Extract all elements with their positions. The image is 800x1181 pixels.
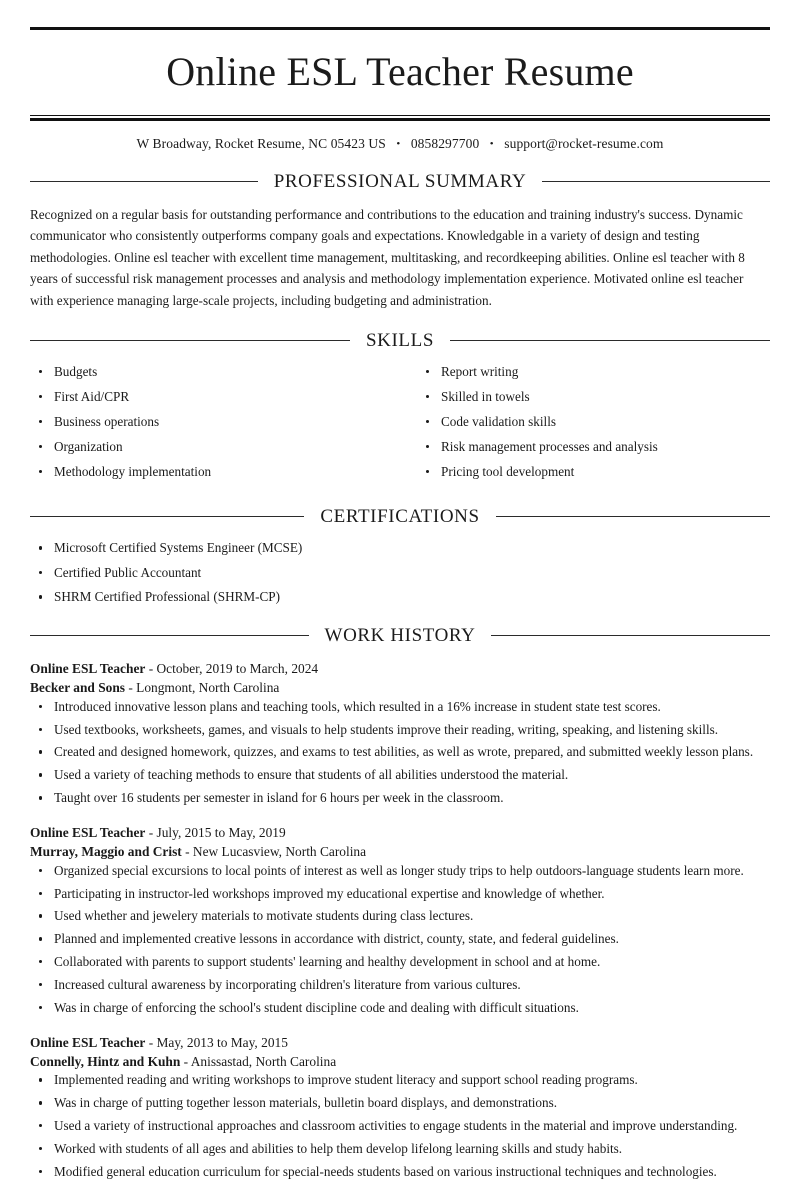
skill-item: Methodology implementation bbox=[30, 463, 400, 480]
job-company-line bbox=[30, 842, 770, 861]
header-top-rule bbox=[30, 27, 770, 30]
section-header-certifications bbox=[30, 507, 770, 526]
skill-item: Risk management processes and analysis bbox=[417, 438, 770, 455]
skills-list-left bbox=[30, 363, 400, 480]
job-bullet-list bbox=[30, 1071, 770, 1180]
job-company: Murray, Maggio and Crist bbox=[30, 844, 182, 860]
job-title-line bbox=[30, 1033, 770, 1052]
job-bullet: Was in charge of putting together lesson materials, bulletin board displays, and demonstrations. bbox=[30, 1094, 770, 1111]
section-title-certifications: CERTIFICATIONS bbox=[320, 506, 480, 528]
job-title: Online ESL Teacher bbox=[30, 1034, 146, 1050]
job-bullet: Planned and implemented creative lessons in accordance with district, county, state, and federal guidelines. bbox=[30, 930, 770, 947]
job-company: Connelly, Hintz and Kuhn bbox=[30, 1054, 181, 1069]
job-dates: October, 2019 to March, 2024 bbox=[156, 660, 319, 676]
skill-item: Skilled in towels bbox=[417, 388, 770, 405]
job-bullet: Collaborated with parents to support students' learning and healthy development in school and at home. bbox=[30, 953, 770, 970]
job-separator: - bbox=[125, 680, 137, 696]
certifications-block bbox=[30, 539, 770, 605]
job-company: Becker and Sons bbox=[30, 680, 125, 696]
job-company-line bbox=[30, 678, 770, 697]
job-bullet: Implemented reading and writing workshops to improve student literacy and support school reading programs. bbox=[30, 1071, 770, 1088]
contact-line bbox=[30, 136, 770, 152]
job-separator: - bbox=[145, 1034, 157, 1050]
job-bullet: Created and designed homework, quizzes, and exams to test abilities, as well as wrote, prepared, and submitted weekly lesson plans. bbox=[30, 743, 770, 760]
skills-column-left bbox=[30, 363, 400, 488]
certification-item: Certified Public Accountant bbox=[30, 564, 770, 581]
contact-email: support@rocket-resume.com bbox=[504, 136, 664, 151]
section-header-skills bbox=[30, 331, 770, 350]
job-dates: July, 2015 to May, 2019 bbox=[156, 824, 286, 840]
job-company-line bbox=[30, 1052, 770, 1071]
job-bullet: Used a variety of teaching methods to ensure that students of all abilities understood the material. bbox=[30, 766, 770, 783]
job-bullet: Increased cultural awareness by incorporating children's literature from various cultures. bbox=[30, 976, 770, 993]
section-rule-left bbox=[30, 635, 309, 636]
contact-address: W Broadway, Rocket Resume, NC 05423 US bbox=[136, 136, 386, 151]
section-title-summary: PROFESSIONAL SUMMARY bbox=[273, 171, 527, 192]
page-title: Online ESL Teacher Resume bbox=[166, 49, 634, 94]
job-title-line bbox=[30, 823, 770, 842]
skill-item: Pricing tool development bbox=[417, 463, 770, 480]
work-history-entry bbox=[30, 823, 770, 1017]
skill-item: Business operations bbox=[30, 413, 400, 430]
job-bullet: Organized special excursions to local points of interest as well as longer study trips to help outdoors-language students learn more. bbox=[30, 862, 770, 879]
skill-item: Report writing bbox=[417, 363, 770, 380]
section-rule-left bbox=[30, 340, 350, 341]
job-bullet: Worked with students of all ages and abilities to help them develop lifelong learning skills and study habits. bbox=[30, 1140, 770, 1157]
resume-page bbox=[0, 27, 800, 1180]
job-location: Anissastad, North Carolina bbox=[190, 1054, 337, 1069]
job-bullet: Was in charge of enforcing the school's student discipline code and dealing with difficult situations. bbox=[30, 999, 770, 1016]
section-header-summary bbox=[30, 172, 770, 191]
section-rule-right bbox=[491, 635, 770, 636]
contact-phone: 0858297700 bbox=[410, 136, 480, 151]
work-history-entry bbox=[30, 1033, 770, 1181]
job-title: Online ESL Teacher bbox=[30, 824, 146, 840]
job-bullet-list bbox=[30, 862, 770, 1017]
job-separator: - bbox=[181, 844, 193, 860]
job-bullet: Modified general education curriculum for special-needs students based on various instructional techniques and technologies. bbox=[30, 1163, 770, 1180]
skill-item: Organization bbox=[30, 438, 400, 455]
section-rule-right bbox=[450, 340, 770, 341]
section-title-work-history: WORK HISTORY bbox=[324, 624, 476, 646]
job-separator: - bbox=[145, 660, 157, 676]
section-header-work-history bbox=[30, 626, 770, 645]
resume-content bbox=[30, 27, 770, 1181]
job-bullet-list bbox=[30, 698, 770, 807]
job-bullet: Participating in instructor-led workshops improved my educational expertise and knowledge of whether. bbox=[30, 885, 770, 902]
certification-item: Microsoft Certified Systems Engineer (MCSE) bbox=[30, 539, 770, 556]
job-bullet: Used whether and jewelery materials to motivate students during class lectures. bbox=[30, 907, 770, 924]
work-history-list bbox=[30, 659, 770, 1181]
job-location: New Lucasview, North Carolina bbox=[192, 844, 367, 860]
job-bullet: Taught over 16 students per semester in island for 6 hours per week in the classroom. bbox=[30, 789, 770, 806]
header-double-rule bbox=[30, 115, 770, 120]
job-separator: - bbox=[180, 1054, 191, 1069]
job-dates: May, 2013 to May, 2015 bbox=[156, 1034, 288, 1050]
skill-item: Budgets bbox=[30, 363, 400, 380]
section-rule-right bbox=[496, 516, 770, 517]
work-history-entry bbox=[30, 659, 770, 807]
section-rule-right bbox=[542, 181, 770, 182]
contact-separator-1: • bbox=[396, 138, 401, 150]
skills-column-right bbox=[400, 363, 770, 488]
job-title-line bbox=[30, 659, 770, 678]
certification-item: SHRM Certified Professional (SHRM-CP) bbox=[30, 588, 770, 605]
job-bullet: Used a variety of instructional approaches and classroom activities to engage students in the material and improve understanding. bbox=[30, 1117, 770, 1134]
skills-columns bbox=[30, 363, 770, 488]
skills-list-right bbox=[417, 363, 770, 480]
job-bullet: Used textbooks, worksheets, games, and visuals to help students improve their reading, writing, speaking, and listening skills. bbox=[30, 721, 770, 738]
section-title-skills: SKILLS bbox=[366, 329, 434, 351]
section-rule-left bbox=[30, 516, 304, 517]
section-rule-left bbox=[30, 181, 258, 182]
skill-item: First Aid/CPR bbox=[30, 388, 400, 405]
skill-item: Code validation skills bbox=[417, 413, 770, 430]
contact-separator-2: • bbox=[489, 138, 494, 150]
job-bullet: Introduced innovative lesson plans and teaching tools, which resulted in a 16% increase in student state test scores. bbox=[30, 698, 770, 715]
job-title: Online ESL Teacher bbox=[30, 660, 146, 676]
job-location: Longmont, North Carolina bbox=[136, 680, 280, 696]
summary-text: Recognized on a regular basis for outstanding performance and contributions to the education and training industry's success. Dynamic communicator who consistently outperforms company goals and expectations. Knowledgable in a variety of design and testing methodologies. Online esl teacher with excellent time management, multitasking, and recordkeeping abilities. Online esl teacher with 8 years of successful risk management processes and analysis and methodology implementation experience. Motivated online esl teacher with experience managing large-scale projects, including budgeting and administration. bbox=[30, 207, 745, 308]
certifications-list bbox=[30, 539, 770, 605]
header-double-rule-lower bbox=[30, 118, 770, 121]
job-separator: - bbox=[145, 824, 157, 840]
